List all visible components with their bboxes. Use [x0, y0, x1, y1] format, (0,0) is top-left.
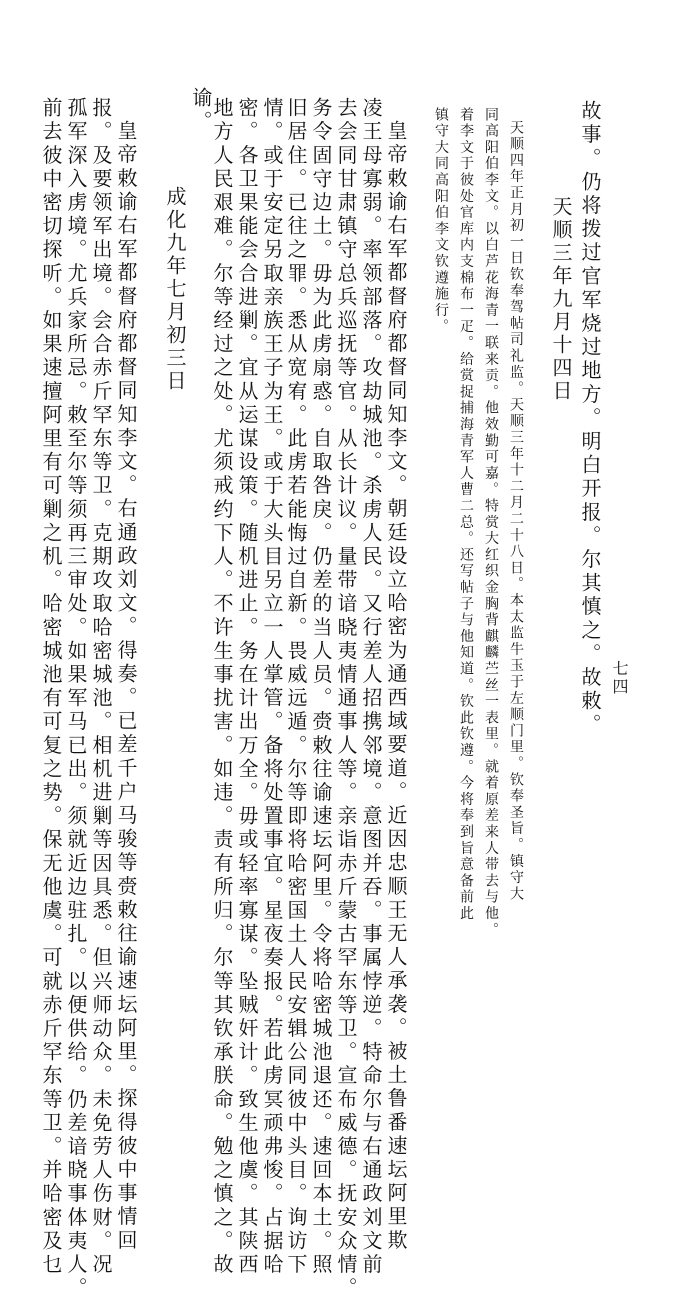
date-line-2: 成化九年七月初三日: [163, 186, 187, 393]
note-column-1: 天顺四年正月初一日钦奉驾帖司礼监。天顺三年十二月二十八日。本太监牛玉于左顺门里。钦奉圣旨。镇守大: [508, 120, 524, 903]
note-column-3: 着李文于彼处官库内支棉布一疋。给赏捉捕海青军人曹二总。还写帖子与他知道。钦此钦遵。今将奉到旨意备前此: [458, 107, 474, 922]
edict-column-8: 地方人民艰难。尔等经过之处。尤须戒约下人。不许生事扰害。如违。责有所归。尔等其钦承朕命。勉之慎之。故: [210, 97, 234, 1277]
text-column-2: 谕。: [189, 87, 213, 135]
edict-column-2: 凌王母寡弱。率领部落。攻劫城池。杀虏人民。又行差人招携邻境。意图并吞。事属悖逆。特命尔与右通政刘文前: [359, 97, 383, 1277]
text-column-1: 故事。仍将拨过官军烧过地方。明白开报。尔其慎之。故敕。: [578, 100, 602, 738]
edict2-column-2: 报。及要领军出境。会合赤斤罕东等卫。克期攻取哈密城池。相机进剿等因具悉。但兴师动众。未免劳人伤财。况: [89, 97, 113, 1277]
edict-column-4: 务令固守边土。毋为此虏扇惑。自取咎戾。仍差的当人员。赍敕往谕速坛阿里。令将哈密城池退还。速回本土。照: [309, 97, 333, 1277]
edict2-column-1: 皇帝敕谕右军都督府都督同知李文。右通政刘文。得奏。已差千户马骏等赍敕往谕速坛阿里。探得彼中事情回: [114, 120, 138, 1253]
edict-column-1: 皇帝敕谕右军都督府都督同知李文。朝廷设立哈密为通西域要道。近因忠顺王无人承袭。被土鲁番速坛阿里欺: [384, 120, 408, 1253]
edict-column-3: 去会同甘肃镇守总兵巡抚等官。从长计议。量带谙晓夷情通事人等。亲诣赤斤蒙古罕东等卫。宣布威德。抚安众情。: [334, 97, 358, 1301]
note-column-4: 镇守大同高阳伯李文钦遵施行。: [433, 107, 449, 336]
edict-column-7: 密。各卫果能会合进剿。宜从运谋设策。随机进止。务在计出万全。毋或轻率寡谋。坠贼奸计。致生他虞。其陕西: [235, 97, 259, 1277]
edict-column-6: 情。或于安定另取亲族王子为王。或于大头目另立一人掌管。备将处置事宜。星夜奏报。若此虏冥顽弗悛。占据哈: [260, 97, 284, 1277]
edict-column-5: 旧居住。已往之罪。悉从宽宥。此虏若能悔过自新。畏威远遁。尔等即将哈密国土人民安辑公同彼中头目。询访下: [284, 97, 308, 1277]
date-line-1: 天顺三年九月十四日: [549, 196, 573, 403]
edict2-column-4: 前去彼中密切探听。如果速擅阿里有可剿之机。哈密城池有可复之势。保无他虞。可就赤斤罕东等卫。并哈密及乜: [39, 97, 63, 1277]
note-column-2: 同高阳伯李文。以白芦花海青一联来贡。他效勤可嘉。特赏大红织金胸背麒麟苎丝一表里。就着原差来人带去与他。: [483, 107, 499, 939]
edict2-column-3: 孤军深入虏境。尤兵家所忌。敕至尔等须再三审处。如果军马已出。须就近边驻扎。以便供给。仍差谙晓事体夷人。: [64, 97, 88, 1301]
page-number: 七四: [610, 660, 629, 696]
